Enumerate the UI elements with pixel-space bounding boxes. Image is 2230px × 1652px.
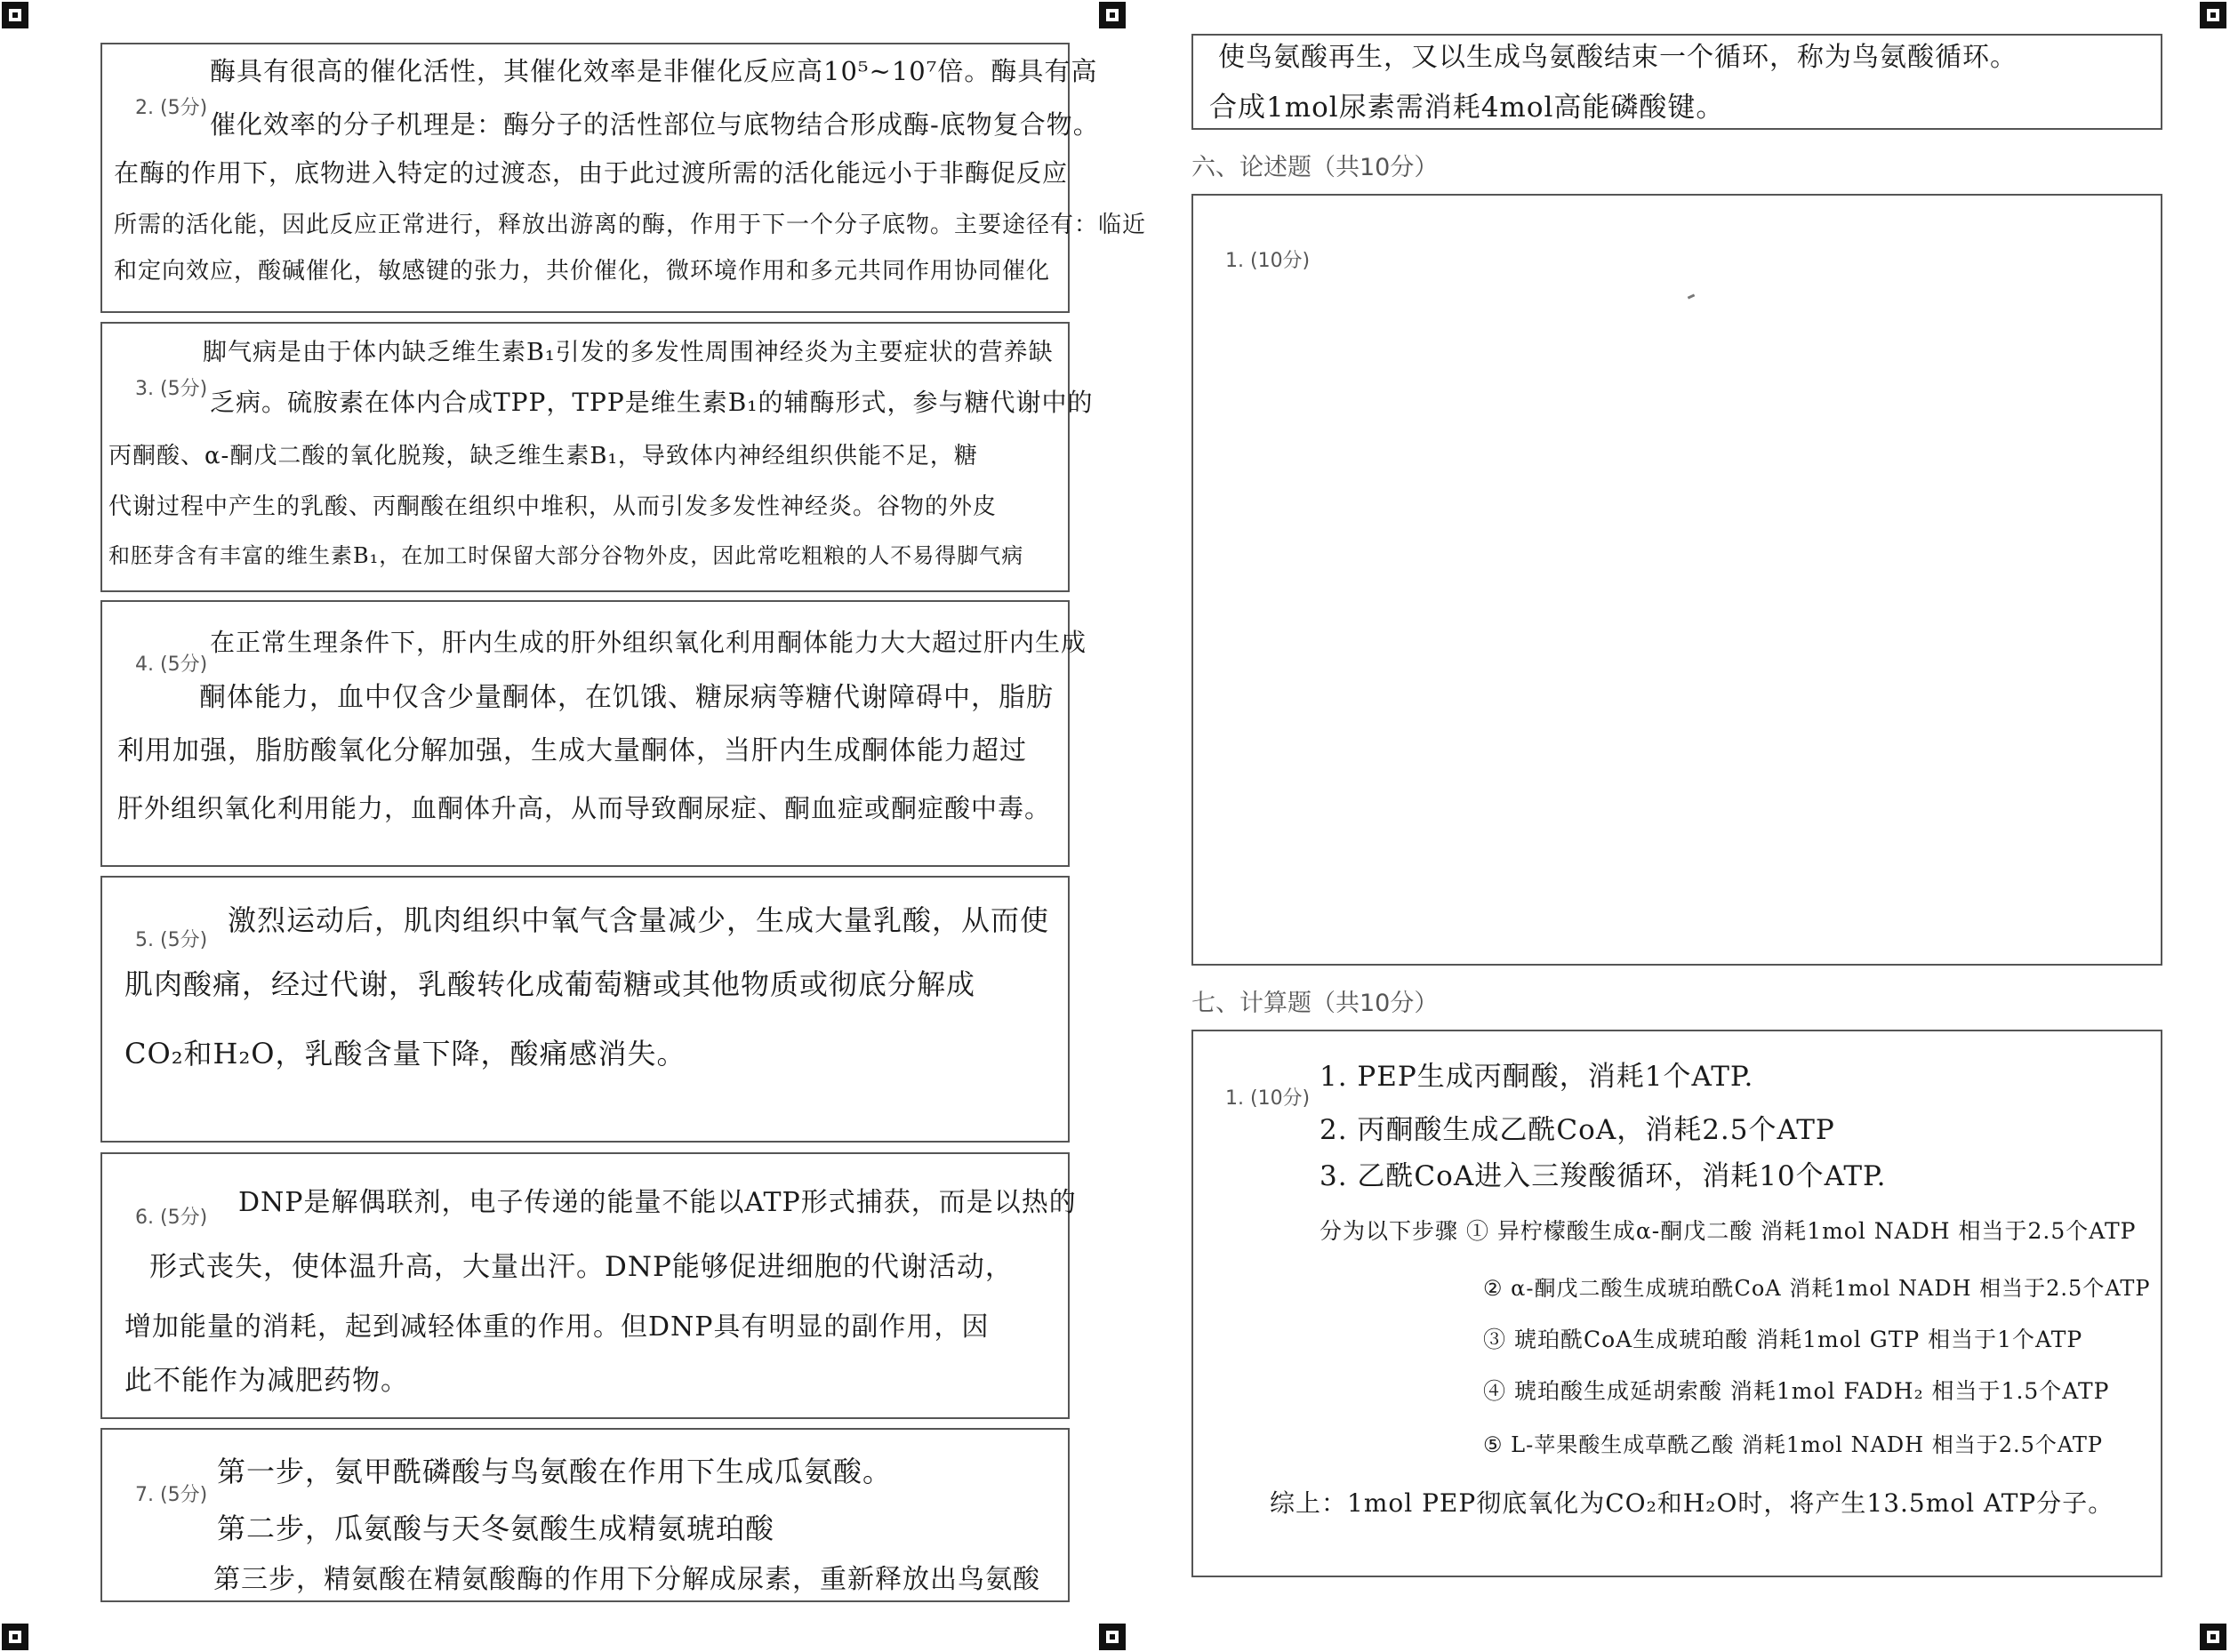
- score-label-q6: 6. (5分): [135, 1207, 208, 1229]
- score-label-q4: 4. (5分): [135, 654, 208, 676]
- score-label-q2: 2. (5分): [135, 97, 208, 119]
- answer-line: 3. 乙酰CoA进入三羧酸循环，消耗10个ATP.: [1320, 1160, 1887, 1192]
- answer-line: 第三步，精氨酸在精氨酸酶的作用下分解成尿素，重新释放出鸟氨酸: [213, 1564, 1040, 1595]
- answer-line: 和定向效应，酸碱催化，敏感键的张力，共价催化，微环境作用和多元共同作用协同催化: [114, 258, 1051, 285]
- corner-marker-bottom-center: [1099, 1624, 1126, 1650]
- answer-box-essay[interactable]: [1191, 194, 2162, 966]
- answer-line: 肌肉酸痛，经过代谢，乳酸转化成葡萄糖或其他物质或彻底分解成: [124, 967, 976, 1001]
- corner-marker-top-right: [2200, 2, 2226, 28]
- section-title-calculation: 七、计算题（共10分）: [1191, 990, 1439, 1017]
- answer-line: 激烈运动后，肌肉组织中氧气含量减少，生成大量乳酸，从而使: [228, 903, 1050, 937]
- answer-line: ④ 琥珀酸生成延胡索酸 消耗1mol FADH₂ 相当于1.5个ATP: [1483, 1378, 2110, 1404]
- answer-line: 综上：1mol PEP彻底氧化为CO₂和H₂O时，将产生13.5mol ATP分子。: [1270, 1488, 2114, 1518]
- score-label-q5: 5. (5分): [135, 929, 208, 951]
- score-label-q3: 3. (5分): [135, 378, 208, 400]
- answer-line: 1. PEP生成丙酮酸，消耗1个ATP.: [1320, 1061, 1754, 1093]
- answer-line: DNP是解偶联剂，电子传递的能量不能以ATP形式捕获，而是以热的: [238, 1187, 1077, 1218]
- corner-marker-bottom-left: [2, 1624, 28, 1650]
- answer-line: 使鸟氨酸再生，又以生成鸟氨酸结束一个循环，称为鸟氨酸循环。: [1218, 42, 2017, 73]
- answer-line: 所需的活化能，因此反应正常进行，释放出游离的酶，作用于下一个分子底物。主要途径有：临近: [114, 212, 1147, 238]
- answer-line: 利用加强，脂肪酸氧化分解加强，生成大量酮体，当肝内生成酮体能力超过: [117, 735, 1027, 766]
- score-label-calculation: 1. (10分): [1225, 1087, 1311, 1110]
- answer-line: 代谢过程中产生的乳酸、丙酮酸在组织中堆积，从而引发多发性神经炎。谷物的外皮: [108, 493, 998, 520]
- answer-line: 催化效率的分子机理是：酶分子的活性部位与底物结合形成酶-底物复合物。: [210, 109, 1100, 140]
- answer-line: 在酶的作用下，底物进入特定的过渡态，由于此过渡所需的活化能远小于非酶促反应: [114, 158, 1069, 188]
- answer-line: 酶具有很高的催化活性，其催化效率是非催化反应高10⁵~10⁷倍。酶具有高: [210, 56, 1098, 86]
- answer-line: 和胚芽含有丰富的维生素B₁，在加工时保留大部分谷物外皮，因此常吃粗粮的人不易得脚气病: [108, 543, 1024, 568]
- answer-line: 合成1mol尿素需消耗4mol高能磷酸键。: [1209, 92, 1725, 124]
- answer-line: 乏病。硫胺素在体内合成TPP，TPP是维生素B₁的辅酶形式，参与糖代谢中的: [210, 388, 1094, 417]
- answer-line: 丙酮酸、α-酮戊二酸的氧化脱羧，缺乏维生素B₁，导致体内神经组织供能不足，糖: [108, 443, 978, 469]
- answer-line: ③ 琥珀酰CoA生成琥珀酸 消耗1mol GTP 相当于1个ATP: [1483, 1327, 2083, 1352]
- corner-marker-bottom-right: [2200, 1624, 2226, 1650]
- answer-line: 形式丧失，使体温升高，大量出汗。DNP能够促进细胞的代谢活动，: [149, 1251, 1014, 1283]
- answer-line: 分为以下步骤 ① 异柠檬酸生成α-酮戊二酸 消耗1mol NADH 相当于2.5个ATP: [1320, 1218, 2137, 1244]
- answer-line: 酮体能力，血中仅含少量酮体，在饥饿、糖尿病等糖代谢障碍中，脂肪: [199, 682, 1054, 713]
- answer-line: ⑤ L-苹果酸生成草酰乙酸 消耗1mol NADH 相当于2.5个ATP: [1483, 1432, 2104, 1457]
- answer-line: 增加能量的消耗，起到减轻体重的作用。但DNP具有明显的副作用，因: [124, 1311, 990, 1343]
- section-title-essay: 六、论述题（共10分）: [1191, 154, 1439, 181]
- answer-line: CO₂和H₂O，乳酸含量下降，酸痛感消失。: [124, 1037, 686, 1071]
- corner-marker-top-left: [2, 2, 28, 28]
- answer-line: 第一步，氨甲酰磷酸与鸟氨酸在作用下生成瓜氨酸。: [217, 1455, 893, 1488]
- score-label-essay: 1. (10分): [1225, 250, 1311, 272]
- answer-line: 肝外组织氧化利用能力，血酮体升高，从而导致酮尿症、酮血症或酮症酸中毒。: [117, 793, 1052, 823]
- answer-line: 此不能作为减肥药物。: [124, 1365, 409, 1397]
- answer-line: 2. 丙酮酸生成乙酰CoA，消耗2.5个ATP: [1320, 1114, 1835, 1146]
- corner-marker-top-center: [1099, 2, 1126, 28]
- answer-line: ② α-酮戊二酸生成琥珀酰CoA 消耗1mol NADH 相当于2.5个ATP: [1483, 1276, 2151, 1301]
- answer-line: 脚气病是由于体内缺乏维生素B₁引发的多发性周围神经炎为主要症状的营养缺: [203, 339, 1054, 366]
- answer-line: 第二步，瓜氨酸与天冬氨酸生成精氨琥珀酸: [217, 1512, 775, 1545]
- answer-line: 在正常生理条件下，肝内生成的肝外组织氧化利用酮体能力大大超过肝内生成: [210, 628, 1087, 657]
- score-label-q7: 7. (5分): [135, 1484, 208, 1506]
